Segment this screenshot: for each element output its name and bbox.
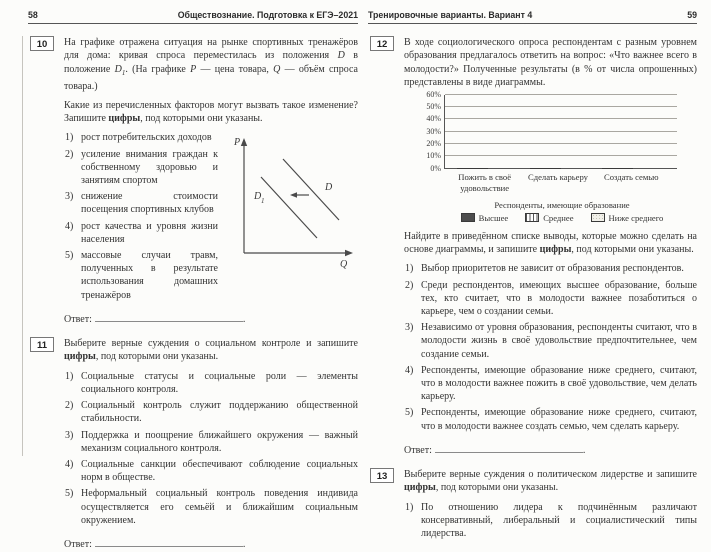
answer-blank-line: [435, 444, 583, 453]
option-5: массовые случаи травм, полученных в результате использования домашних тренажёров: [81, 250, 218, 301]
question-number-box: 12: [370, 36, 394, 51]
option-2: Среди респондентов, имеющих высшее образование, больше тех, кто считает, что в молодости важнее позаботиться о карьере, чем о создании семьи.: [421, 279, 697, 318]
page-number: 58: [28, 10, 38, 20]
bar-2-3: [550, 168, 561, 169]
question-number-box: 11: [30, 337, 54, 352]
legend-swatch: [591, 213, 605, 222]
option-2: Социальный контроль служит поддержанию общественной стабильности.: [81, 400, 358, 425]
legend-entry: [525, 213, 573, 223]
answer-blank-line: [95, 538, 243, 547]
answer-options: [404, 501, 697, 541]
question-10: [28, 36, 358, 325]
y-tick-label: 20%: [426, 138, 441, 148]
answer-options: [64, 370, 358, 527]
answer-period: .: [582, 444, 586, 456]
legend-entry: [591, 213, 664, 223]
y-tick-label: 60%: [426, 89, 441, 99]
legend-swatch: [461, 213, 475, 222]
bar-group: [457, 168, 487, 169]
question-12: [368, 36, 697, 456]
options-with-graph: [64, 131, 358, 301]
option-4: Социальные санкции обеспечивают соблюдение социальных норм в обществе.: [81, 458, 358, 484]
legend-label: Ниже среднего: [608, 212, 664, 223]
page-number: 59: [687, 10, 697, 20]
page-header: [368, 10, 697, 24]
y-tick-label: 40%: [426, 114, 441, 124]
legend-label: Высшее: [478, 212, 509, 223]
y-tick-label: 30%: [426, 126, 441, 136]
option-1: По отношению лидера к подчинённым различают консервативный, либеральный и социалистический типы лидерства.: [421, 501, 697, 540]
chart-legend-title: Респонденты, имеющие образование: [494, 199, 630, 210]
page-edge-line: [22, 36, 23, 456]
option-1: рост потребительских доходов: [81, 132, 212, 144]
option-1: Социальные статусы и социальные роли — элементы социального контроля.: [81, 370, 358, 395]
answer-row: [64, 313, 358, 325]
bar-1-3: [477, 168, 488, 169]
option-5: Неформальный социальный контроль поведения индивида осуществляется его семьёй и ближайшим социальным окружением.: [81, 488, 358, 526]
y-tick-label: 10%: [426, 151, 441, 161]
legend-entry: [461, 213, 509, 223]
legend-label: Среднее: [543, 212, 574, 223]
answer-label: Ответ:: [64, 313, 92, 325]
option-3: снижение стоимости посещения спортивных клубов: [81, 191, 218, 216]
answer-period: .: [242, 313, 246, 325]
question-11: [28, 337, 358, 550]
answer-label: Ответ:: [64, 538, 92, 550]
question-instruction: Найдите в приведённом списке выводы, которые можно сделать на основе диаграммы, и запишите цифры, под которыми они указаны.: [404, 230, 697, 256]
bar-group: [602, 168, 632, 169]
axis-label-q: Q: [340, 259, 348, 271]
answer-label: Ответ:: [404, 444, 432, 456]
axis-label-p: P: [234, 137, 241, 149]
category-label: Создать семью: [604, 171, 659, 182]
option-1: Выбор приоритетов не зависит от образования респондентов.: [421, 263, 684, 275]
answer-row: [404, 444, 697, 456]
page-58: [28, 10, 358, 552]
question-13: [368, 468, 697, 540]
bar-chart: [426, 89, 680, 223]
option-2: усиление внимания граждан к собственному здоровью и занятиям спортом: [81, 148, 218, 187]
question-number-box: 10: [30, 36, 54, 51]
y-tick-label: 50%: [426, 101, 441, 111]
page-59: [368, 10, 697, 543]
bar-3-3: [622, 168, 633, 169]
option-4: Респонденты, имеющие образование ниже среднего, считают, что в молодости важнее пожить в своё удовольствие, чем делать карьеру.: [421, 364, 697, 403]
question-instruction: Какие из перечисленных факторов могут вызвать такое изменение? Запишите цифры, под которыми они указаны.: [64, 99, 358, 125]
curve-label-d: D: [325, 182, 333, 194]
chart-legend: [444, 213, 680, 223]
question-number-box: 13: [370, 468, 394, 483]
option-3: Поддержка и поощрение ближайшего окружения — важный механизм социального контроля.: [81, 429, 358, 454]
header-title: Тренировочные варианты. Вариант 4: [368, 10, 533, 20]
question-text: В ходе социологического опроса респондентам с разным уровнем образования предлагалось ответить на вопрос: «Что важнее всего в молодости?» Полученные результаты (в % от числа опрошенных) представлены в виде диаграммы.: [404, 37, 697, 89]
category-label: Пожить в своё удовольствие: [458, 171, 512, 193]
answer-options: [404, 262, 697, 432]
question-text: Выберите верные суждения о социальном контроле и запишите цифры, под которыми они указаны.: [64, 337, 358, 363]
category-label: Сделать карьеру: [527, 171, 588, 182]
chart-categories: [444, 172, 680, 194]
question-text: Выберите верные суждения о политическом лидерстве и запишите цифры, под которыми они указаны.: [404, 468, 697, 494]
header-title: Обществознание. Подготовка к ЕГЭ–2021: [177, 10, 358, 20]
option-4: рост качества и уровня жизни населения: [81, 220, 218, 245]
answer-blank-line: [95, 313, 243, 322]
chart-plot: [426, 89, 677, 173]
curve-label-d1-sub: 1: [261, 197, 265, 206]
option-5: Респонденты, имеющие образование ниже среднего, считают, что в молодости важнее создать семью, чем сделать карьеру.: [421, 407, 697, 432]
question-text: На графике отражена ситуация на рынке спортивных тренажёров для дома: кривая спроса переместилась из положения D в положение $D_1$. (На графике P — цена товара, Q — объём спроса товара.): [64, 37, 358, 93]
bar-group: [530, 168, 560, 169]
legend-swatch: [525, 213, 539, 222]
y-tick-label: 0%: [430, 163, 441, 173]
curve-label-d1: D: [254, 191, 262, 203]
answer-period: .: [242, 538, 246, 550]
bar-groups: [445, 95, 677, 169]
page-header: [28, 10, 358, 24]
option-3: Независимо от уровня образования, респонденты считают, что в молодости жизнь в своё удовольствие предпочтительнее, чем создание семьи.: [421, 322, 697, 360]
